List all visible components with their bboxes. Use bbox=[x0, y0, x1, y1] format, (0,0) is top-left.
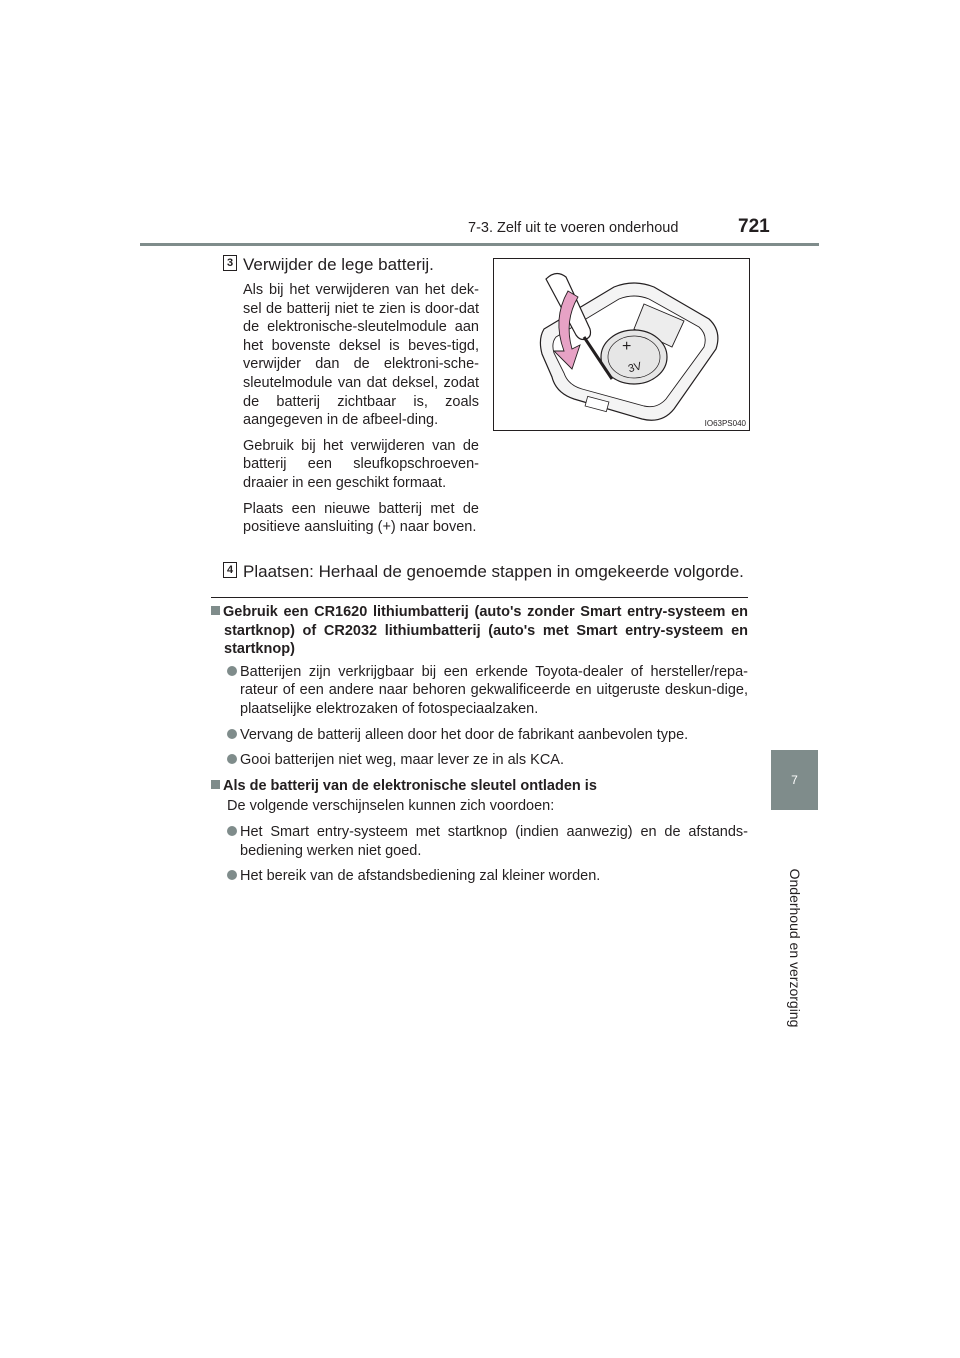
step-3-paragraph: Gebruik bij het verwijderen van de batterij een sleufkopschroeven-draaier in een geschikt formaat. bbox=[243, 437, 479, 491]
round-bullet-icon bbox=[227, 826, 237, 836]
section-divider bbox=[211, 597, 748, 598]
round-bullet-icon bbox=[227, 754, 237, 764]
note-bullet: Het bereik van de afstandsbediening zal kleiner worden. bbox=[211, 867, 748, 886]
note-heading: Gebruik een CR1620 lithiumbatterij (auto's zonder Smart entry-systeem en startknop) of CR2032 lithiumbatterij (auto's met Smart entry-systeem en startknop) bbox=[211, 603, 748, 659]
note-bullet: Batterijen zijn verkrijgbaar bij een erkende Toyota-dealer of hersteller/repa-rateur of een andere naar behoren gekwalificeerde en uitgeruste deskun-dige, plaatselijke elektrozaken of fotospeciaalzaken. bbox=[211, 663, 748, 719]
step-3-paragraph: Plaats een nieuwe batterij met de positieve aansluiting (+) naar boven. bbox=[243, 500, 479, 536]
step-4-title: Plaatsen: Herhaal de genoemde stappen in omgekeerde volgorde. bbox=[243, 562, 744, 581]
chapter-number: 7 bbox=[791, 773, 798, 787]
page-number: 721 bbox=[738, 216, 770, 237]
notes-section bbox=[211, 603, 748, 893]
step-3-badge: 3 bbox=[223, 255, 237, 271]
chapter-tab bbox=[771, 750, 818, 810]
battery-removal-illustration bbox=[493, 258, 750, 431]
square-bullet-icon bbox=[211, 606, 220, 615]
figure-code: IO63PS040 bbox=[704, 419, 746, 428]
step-3-body bbox=[243, 281, 479, 544]
note-bullet: Het Smart entry-systeem met startknop (indien aanwezig) en de afstands-bediening werken niet goed. bbox=[211, 823, 748, 860]
key-fob-drawing bbox=[494, 259, 749, 430]
note-heading: Als de batterij van de elektronische sleutel ontladen is bbox=[211, 777, 748, 796]
plus-sign: + bbox=[622, 338, 632, 355]
section-title: 7-3. Zelf uit te voeren onderhoud bbox=[468, 220, 679, 236]
battery-voltage: 3V bbox=[626, 360, 644, 376]
note-bullet: Vervang de batterij alleen door het door de fabrikant aanbevolen type. bbox=[211, 726, 748, 745]
round-bullet-icon bbox=[227, 870, 237, 880]
square-bullet-icon bbox=[211, 780, 220, 789]
step-3-title: Verwijder de lege batterij. bbox=[243, 255, 434, 274]
note-intro: De volgende verschijnselen kunnen zich voordoen: bbox=[227, 798, 555, 815]
note-bullet: Gooi batterijen niet weg, maar lever ze in als KCA. bbox=[211, 751, 748, 770]
round-bullet-icon bbox=[227, 666, 237, 676]
step-3-paragraph: Als bij het verwijderen van het dek-sel de batterij niet te zien is door-dat de elektronische-sleutelmodule aan het bovenste deksel is beves-tigd, verwijder dan de elektroni-sche-sleutelmodule van dat deksel, zodat de batterij zichtbaar is, zoals aangegeven in de afbeel-ding. bbox=[243, 282, 479, 429]
round-bullet-icon bbox=[227, 729, 237, 739]
step-4-badge: 4 bbox=[223, 562, 237, 578]
chapter-title: Onderhoud en verzorging bbox=[787, 868, 803, 1028]
header-rule bbox=[140, 243, 819, 246]
